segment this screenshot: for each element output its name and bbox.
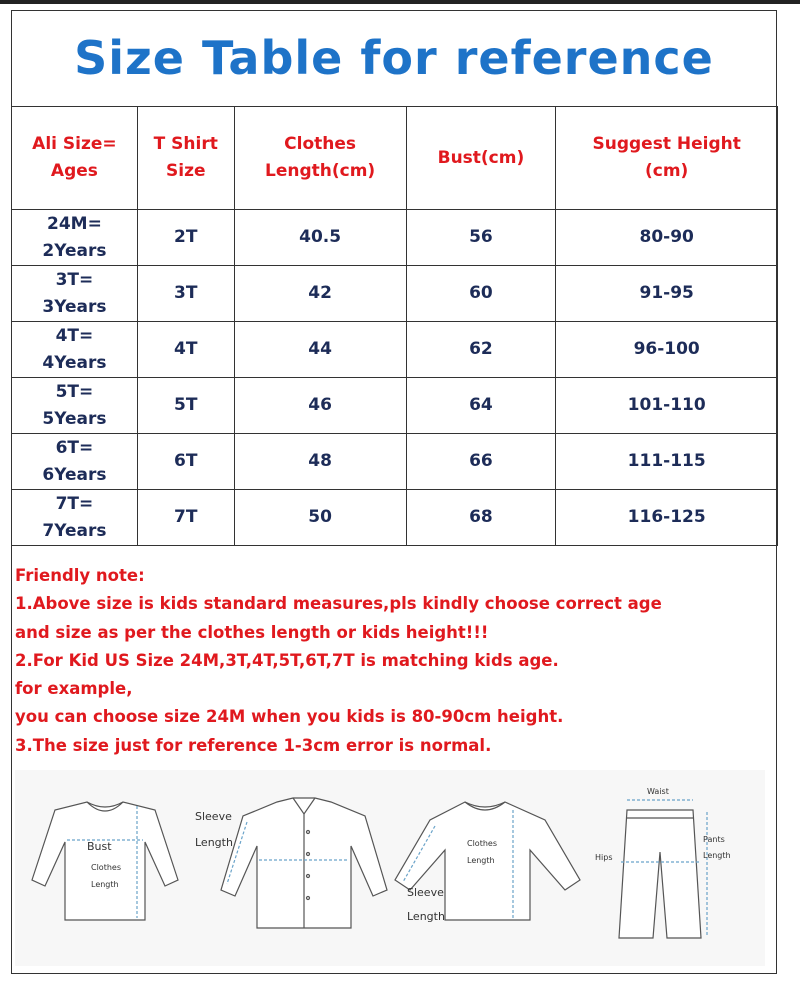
cell-tshirt: 4T [137, 322, 234, 378]
table-row [12, 210, 778, 266]
cell-tshirt: 2T [137, 210, 234, 266]
cell-bust: 68 [406, 490, 556, 546]
header-suggest-height: Suggest Height (cm) [556, 107, 778, 210]
sleeve-label: Sleeve [195, 810, 232, 823]
cell-age: 24M= 2Years [12, 210, 138, 266]
cell-tshirt: 7T [137, 490, 234, 546]
friendly-note [15, 562, 775, 760]
sweater-diagram [395, 802, 580, 923]
cell-height: 96-100 [556, 322, 778, 378]
table-row [12, 490, 778, 546]
cell-bust: 64 [406, 378, 556, 434]
top-border-line [0, 0, 800, 4]
cell-length: 50 [234, 490, 406, 546]
header-clothes-length: Clothes Length(cm) [234, 107, 406, 210]
note-line: and size as per the clothes length or kids height!!! [15, 622, 489, 642]
cell-age: 5T= 5Years [12, 378, 138, 434]
cell-bust: 60 [406, 266, 556, 322]
length-label: Length [407, 910, 445, 923]
length-label: Length [91, 880, 119, 889]
note-line: 1.Above size is kids standard measures,pls kindly choose correct age [15, 594, 662, 614]
measurement-diagram [15, 770, 765, 966]
cell-height: 91-95 [556, 266, 778, 322]
size-table [11, 106, 778, 546]
sleeve-label: Sleeve [407, 886, 444, 899]
table-row [12, 434, 778, 490]
pants-label: Pants [703, 835, 725, 844]
table-row [12, 378, 778, 434]
measurement-illustration [15, 770, 765, 966]
cell-length: 48 [234, 434, 406, 490]
clothes-label: Clothes [467, 839, 497, 848]
table-header-row [12, 107, 778, 210]
bust-label: Bust [87, 840, 112, 853]
length-label: Length [195, 836, 233, 849]
length-label: Length [467, 856, 495, 865]
table-row [12, 322, 778, 378]
note-line: for example, [15, 679, 133, 699]
header-ali-size: Ali Size= Ages [12, 107, 138, 210]
cell-length: 42 [234, 266, 406, 322]
header-tshirt-size: T Shirt Size [137, 107, 234, 210]
cell-age: 3T= 3Years [12, 266, 138, 322]
cell-length: 40.5 [234, 210, 406, 266]
cell-age: 7T= 7Years [12, 490, 138, 546]
cell-height: 111-115 [556, 434, 778, 490]
cell-bust: 56 [406, 210, 556, 266]
cell-tshirt: 3T [137, 266, 234, 322]
note-line: 2.For Kid US Size 24M,3T,4T,5T,6T,7T is matching kids age. [15, 650, 559, 670]
cell-height: 116-125 [556, 490, 778, 546]
cell-age: 6T= 6Years [12, 434, 138, 490]
cell-age: 4T= 4Years [12, 322, 138, 378]
hips-label: Hips [595, 853, 613, 862]
cell-bust: 62 [406, 322, 556, 378]
clothes-label: Clothes [91, 863, 121, 872]
button-shirt-diagram [195, 798, 387, 928]
pants-diagram [595, 787, 731, 938]
note-heading: Friendly note: [15, 566, 145, 585]
table-row [12, 266, 778, 322]
cell-length: 44 [234, 322, 406, 378]
note-line: you can choose size 24M when you kids is 80-90cm height. [15, 707, 564, 727]
note-line: 3.The size just for reference 1-3cm error is normal. [15, 735, 492, 755]
cell-bust: 66 [406, 434, 556, 490]
cell-tshirt: 6T [137, 434, 234, 490]
cell-height: 80-90 [556, 210, 778, 266]
title-text: Size Table for reference [74, 31, 714, 85]
cell-tshirt: 5T [137, 378, 234, 434]
cell-height: 101-110 [556, 378, 778, 434]
cell-length: 46 [234, 378, 406, 434]
header-bust: Bust(cm) [406, 107, 556, 210]
length-label: Length [703, 851, 731, 860]
page-title [11, 10, 777, 107]
tshirt-diagram [32, 802, 178, 920]
waist-label: Waist [647, 787, 669, 796]
